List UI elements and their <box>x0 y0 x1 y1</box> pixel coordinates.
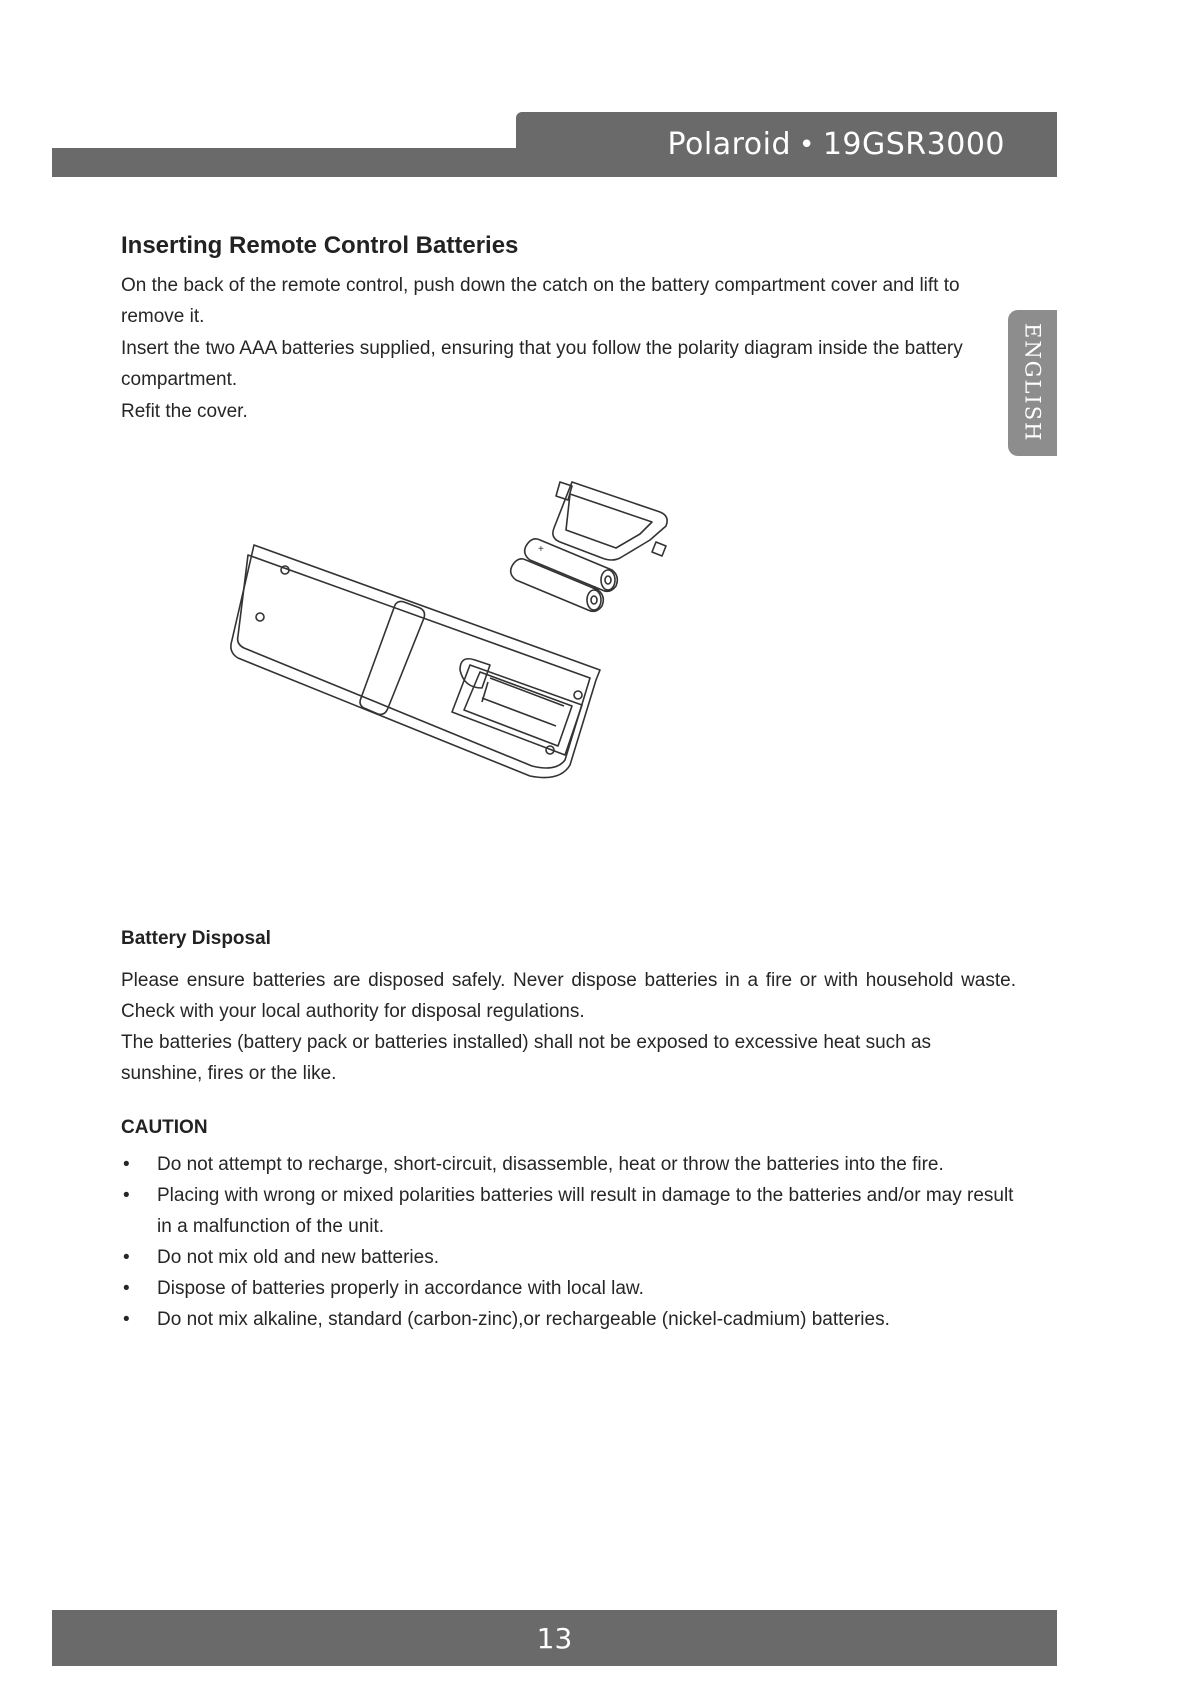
caution-item-text: Do not attempt to recharge, short-circuit, disassemble, heat or throw the batteries into the fire. <box>157 1154 944 1175</box>
remote-control-body <box>231 545 600 778</box>
caution-item-text: Do not mix old and new batteries. <box>157 1247 439 1268</box>
svg-text:+: + <box>538 544 544 555</box>
caution-title: CAUTION <box>121 1117 208 1138</box>
bullet: • <box>123 1309 130 1330</box>
battery-cover <box>553 482 667 560</box>
caution-item-text: Do not mix alkaline, standard (carbon-zinc),or rechargeable (nickel-cadmium) batteries. <box>157 1309 890 1330</box>
page-header <box>516 112 1057 177</box>
page-number: 13 <box>536 1621 573 1655</box>
header-bar-left <box>52 148 522 177</box>
brand-name: Polaroid <box>667 127 791 162</box>
caution-item <box>121 1242 1016 1273</box>
caution-item <box>121 1149 1016 1180</box>
caution-item <box>121 1304 1016 1335</box>
model-number: 19GSR3000 <box>822 127 1005 162</box>
remote-battery-illustration <box>220 460 740 790</box>
language-tab-label: ENGLISH <box>1020 323 1045 443</box>
instruction-paragraph-1: On the back of the remote control, push down the catch on the battery compartment cover and lift to remove it. <box>121 275 960 327</box>
caution-list <box>121 1149 1016 1335</box>
disposal-paragraph-1: Please ensure batteries are disposed safely. Never dispose batteries in a fire or with household waste. Check with your local authority for disposal regulations. <box>121 970 1016 1022</box>
caution-item-text: Dispose of batteries properly in accordance with local law. <box>157 1278 644 1299</box>
caution-item <box>121 1273 1016 1304</box>
disposal-title: Battery Disposal <box>121 928 271 949</box>
bullet: • <box>123 1278 130 1299</box>
caution-item-text: Placing with wrong or mixed polarities batteries will result in damage to the batteries and/or may result in a malfunction of the unit. <box>157 1185 1014 1237</box>
disposal-paragraph-2: The batteries (battery pack or batteries installed) shall not be exposed to excessive heat such as sunshine, fires or the like. <box>121 1032 932 1084</box>
instruction-paragraph-2: Insert the two AAA batteries supplied, ensuring that you follow the polarity diagram inside the battery compartment. <box>121 338 963 390</box>
bullet: • <box>123 1247 130 1268</box>
svg-text:+: + <box>592 584 598 595</box>
header-separator: • <box>799 129 815 160</box>
instruction-paragraph-3: Refit the cover. <box>121 401 248 422</box>
bullet: • <box>123 1185 130 1206</box>
page-footer <box>52 1610 1057 1666</box>
bullet: • <box>123 1154 130 1175</box>
aaa-batteries <box>511 539 618 611</box>
caution-item <box>121 1180 1016 1242</box>
section-title: Inserting Remote Control Batteries <box>121 232 519 259</box>
